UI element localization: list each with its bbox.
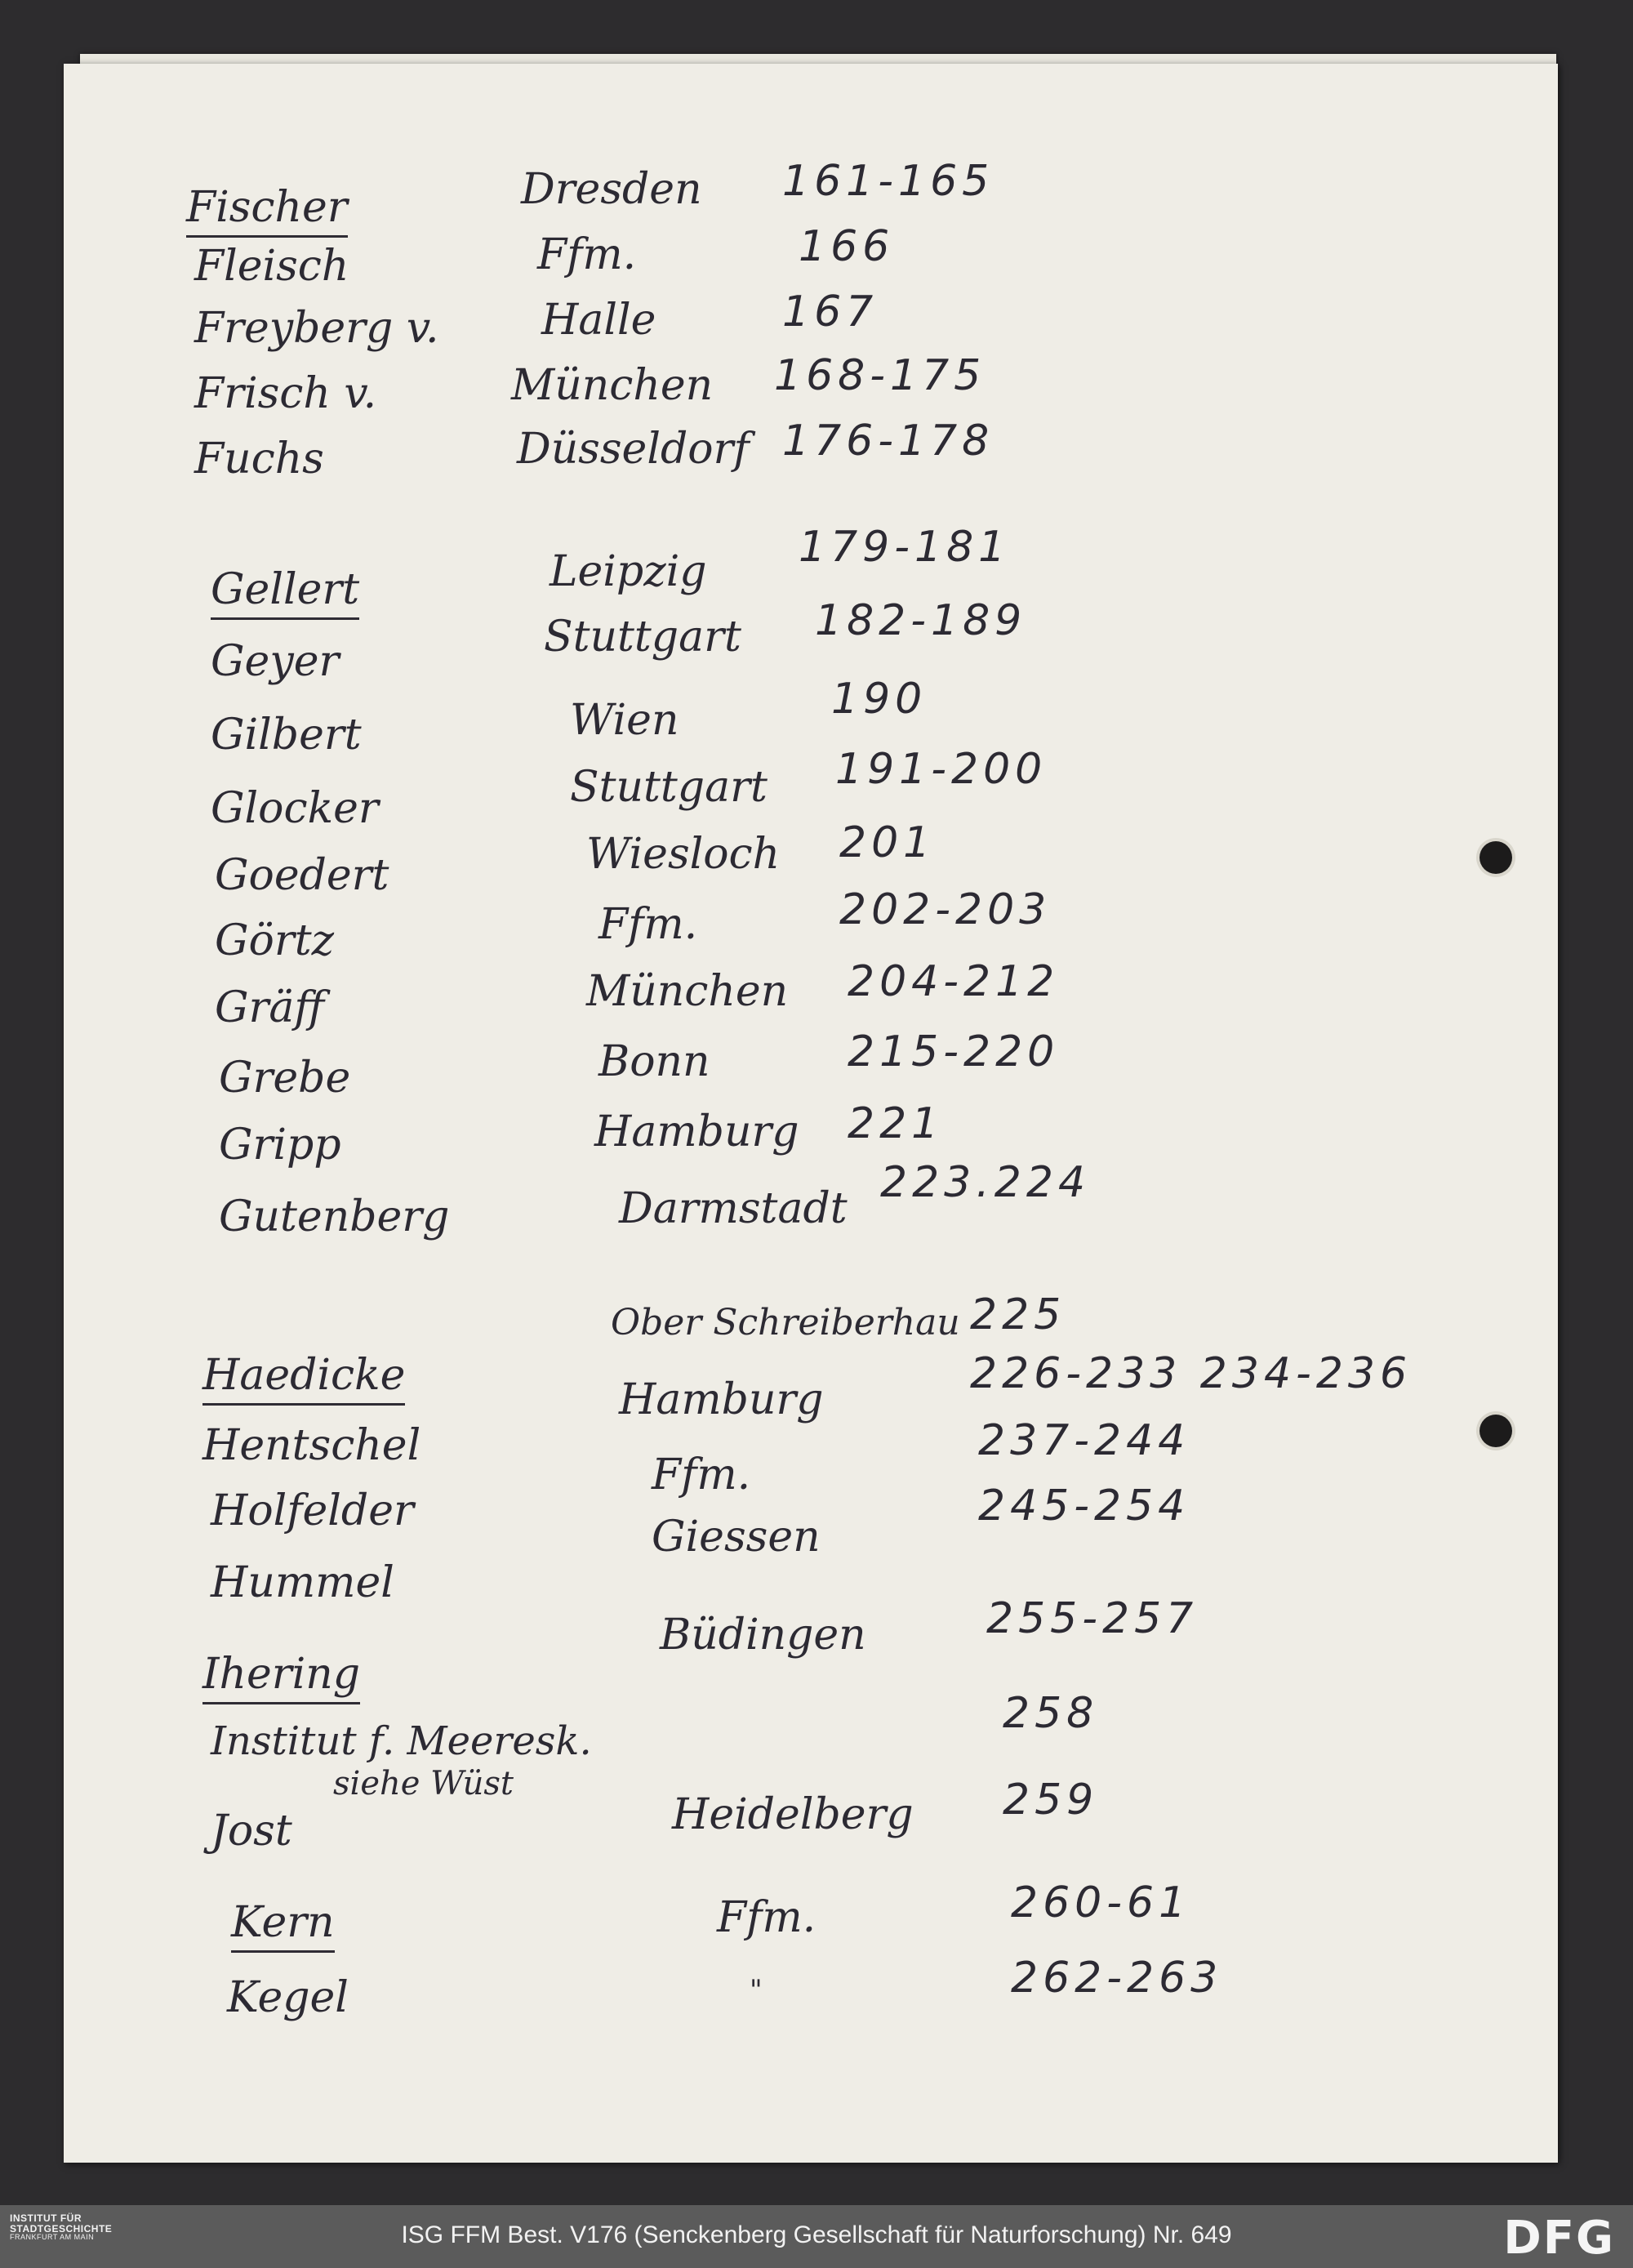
institution-name-line: INSTITUT FÜR [10,2212,82,2224]
entry-pages: 182-189 [815,596,1027,645]
entry-pages: 201 [839,818,936,867]
entry-place: Bonn [598,1037,710,1086]
punch-hole [1479,841,1512,874]
entry-pages: 259 [1003,1776,1099,1825]
entry-name: Goedert [215,851,389,900]
entry-pages: 190 [831,675,928,724]
entry-place: Stuttgart [544,613,741,662]
entry-place: München [511,361,714,410]
entry-pages: 226-233 234-236 [970,1349,1413,1398]
entry-pages: 258 [1003,1689,1099,1738]
entry-place: Heidelberg [672,1790,914,1839]
entry-pages: 167 [782,287,879,336]
entry-name: Hummel [211,1558,394,1607]
entry-pages: 191-200 [835,745,1048,794]
entry-place: Giessen [652,1513,821,1562]
entry-pages: 255-257 [986,1594,1199,1643]
entry-place: Düsseldorf [517,425,750,474]
entry-place: " [750,1974,763,2007]
entry-name: Hentschel [202,1421,421,1470]
entry-pages: 166 [799,222,895,271]
entry-name: Gilbert [211,711,362,760]
entry-name: Freyberg v. [194,304,439,353]
see-also-note: siehe Wüst [333,1765,514,1802]
entry-place: Ober Schreiberhau [611,1302,960,1343]
entry-pages: 260-61 [1011,1878,1191,1927]
entry-pages: 161-165 [782,157,994,206]
institution-city-line: FRANKFURT AM MAIN [10,2233,95,2242]
entry-pages: 223.224 [880,1158,1091,1207]
entry-place: Dresden [521,165,702,214]
entry-pages: 204-212 [848,957,1060,1006]
entry-place: Wiesloch [586,830,781,879]
entry-pages: 262-263 [1011,1954,1223,2003]
entry-place: Ffm. [652,1450,751,1499]
entry-name: Gripp [219,1121,341,1170]
entry-place: Büdingen [660,1611,866,1660]
entry-place: Leipzig [550,547,707,596]
dfg-logo: DFG [1503,2212,1615,2265]
entry-place: Halle [541,296,656,345]
entry-place: Hamburg [594,1107,799,1156]
entry-place: München [586,967,789,1016]
entry-name: Fischer [186,186,348,238]
entry-name: Gellert [211,568,359,620]
entry-name: Fuchs [194,434,324,483]
entry-pages: 225 [970,1290,1066,1339]
document-page [64,64,1558,2163]
entry-pages: 202-203 [839,885,1052,934]
entry-name: Glocker [211,784,379,833]
entry-name: Gutenberg [219,1192,450,1241]
entry-pages: 168-175 [774,351,986,400]
archive-footer [0,2205,1633,2268]
entry-place: Darmstadt [619,1184,848,1233]
entry-name: Kegel [227,1973,349,2022]
entry-name: Kern [231,1901,335,1953]
entry-name: Frisch v. [194,369,377,418]
entry-pages: 221 [848,1099,944,1148]
entry-pages: 179-181 [799,523,1011,572]
entry-name: Gräff [215,983,325,1032]
entry-place: Ffm. [717,1893,816,1942]
entry-name: Geyer [211,637,340,686]
entry-name: Görtz [215,916,334,965]
entry-place: Ffm. [598,900,698,949]
institution-name-line: STADTGESCHICHTE [10,2222,113,2235]
entry-place: Stuttgart [570,763,768,812]
entry-pages: 245-254 [978,1482,1190,1531]
entry-place: Wien [570,696,679,745]
entry-pages: 215-220 [848,1027,1060,1076]
entry-name: Fleisch [194,242,349,291]
entry-name: Haedicke [202,1354,405,1406]
punch-hole [1479,1415,1512,1447]
entry-name: Institut f. Meeresk. [211,1718,592,1764]
entry-name: Holfelder [211,1486,414,1535]
entry-name: Grebe [219,1054,351,1103]
entry-pages: 237-244 [978,1416,1190,1465]
entry-name: Ihering [202,1653,360,1704]
entry-pages: 176-178 [782,417,994,466]
entry-place: Hamburg [619,1375,824,1424]
archive-caption: ISG FFM Best. V176 (Senckenberg Gesellschaft für Naturforschung) Nr. 649 [401,2221,1232,2248]
entry-name: Jost [211,1807,292,1856]
entry-place: Ffm. [537,230,637,279]
